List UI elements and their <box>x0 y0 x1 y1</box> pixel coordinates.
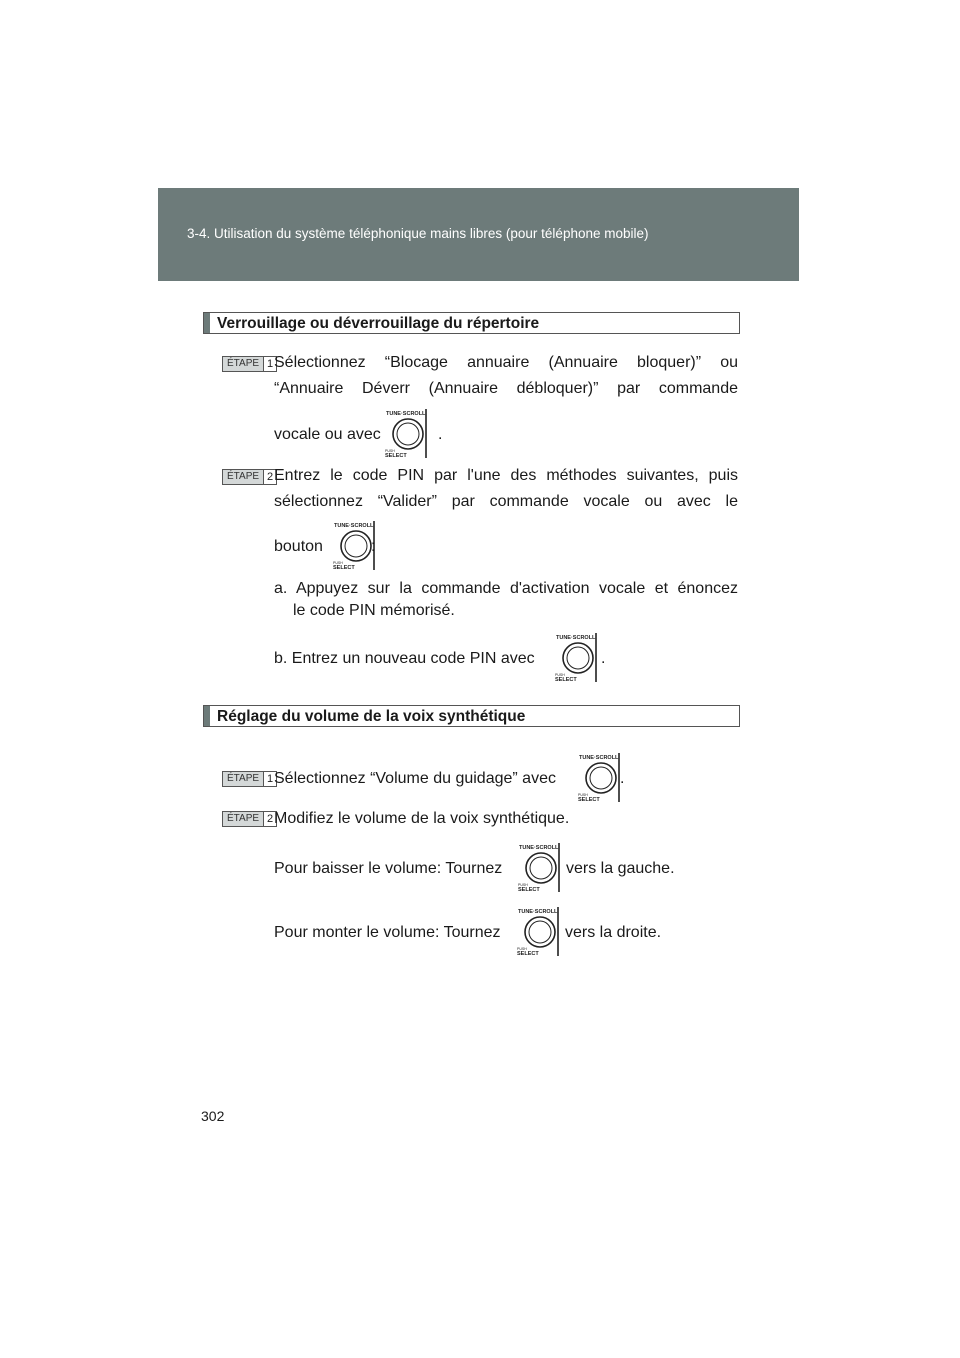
step-number: 1 <box>264 356 277 372</box>
section-title-voice-volume <box>203 705 740 727</box>
voice-step-1-instruction: Sélectionnez “Volume du guidage” avec <box>274 770 556 787</box>
step-number: 2 <box>264 469 277 485</box>
tune-scroll-knob-icon <box>514 840 566 894</box>
step-label: ÉTAPE <box>222 356 264 372</box>
raise-volume-direction: vers la droite. <box>565 924 662 941</box>
tune-scroll-knob-icon <box>513 904 565 958</box>
step-2-instruction-end: bouton <box>274 538 323 555</box>
voice-step-1-period: . <box>620 770 625 787</box>
step-number: 1 <box>264 771 277 787</box>
section-title-phonebook-lock <box>203 312 740 334</box>
tune-scroll-knob-icon <box>574 750 626 804</box>
step-label: ÉTAPE <box>222 811 264 827</box>
step-badge <box>222 469 277 485</box>
lower-volume-text: Pour baisser le volume: Tournez <box>274 860 503 877</box>
option-b: b. Entrez un nouveau code PIN avec <box>274 650 535 667</box>
section-title-bar <box>204 706 210 726</box>
step-badge <box>222 356 277 372</box>
section-title-bar <box>204 313 210 333</box>
section-title-text: Réglage du volume de la voix synthétique <box>217 708 526 725</box>
step-2-instruction: Entrez le code PIN par l'une des méthodes suivantes, puis sélectionnez “Valider” par commande vocale ou avec le <box>274 467 738 510</box>
option-a-line-1: a. Appuyez sur la commande d'activation vocale et énoncez <box>274 580 738 597</box>
step-label: ÉTAPE <box>222 469 264 485</box>
chapter-header <box>158 188 799 281</box>
raise-volume-text: Pour monter le volume: Tournez <box>274 924 501 941</box>
chapter-title: 3-4. Utilisation du système téléphonique mains libres (pour téléphone mobile) <box>187 226 649 241</box>
tune-scroll-knob-icon <box>551 630 606 684</box>
step-badge <box>222 771 277 787</box>
option-b-period: . <box>601 650 606 667</box>
step-1-instruction-end: vocale ou avec <box>274 426 381 443</box>
lower-volume-direction: vers la gauche. <box>566 860 675 877</box>
step-1-instruction-period: . <box>438 426 443 443</box>
tune-scroll-knob-icon <box>381 406 433 460</box>
step-badge <box>222 811 277 827</box>
step-number: 2 <box>264 811 277 827</box>
option-a-line-2: le code PIN mémorisé. <box>293 602 455 619</box>
voice-step-2-instruction: Modifiez le volume de la voix synthétique. <box>274 810 570 827</box>
section-title-text: Verrouillage ou déverrouillage du répertoire <box>217 315 540 332</box>
step-label: ÉTAPE <box>222 771 264 787</box>
step-2-instruction-colon: : <box>371 538 376 555</box>
step-1-instruction: Sélectionnez “Blocage annuaire (Annuaire bloquer)” ou “Annuaire Déverr (Annuaire débloquer)” par commande <box>274 354 738 397</box>
page-number: 302 <box>201 1108 225 1124</box>
